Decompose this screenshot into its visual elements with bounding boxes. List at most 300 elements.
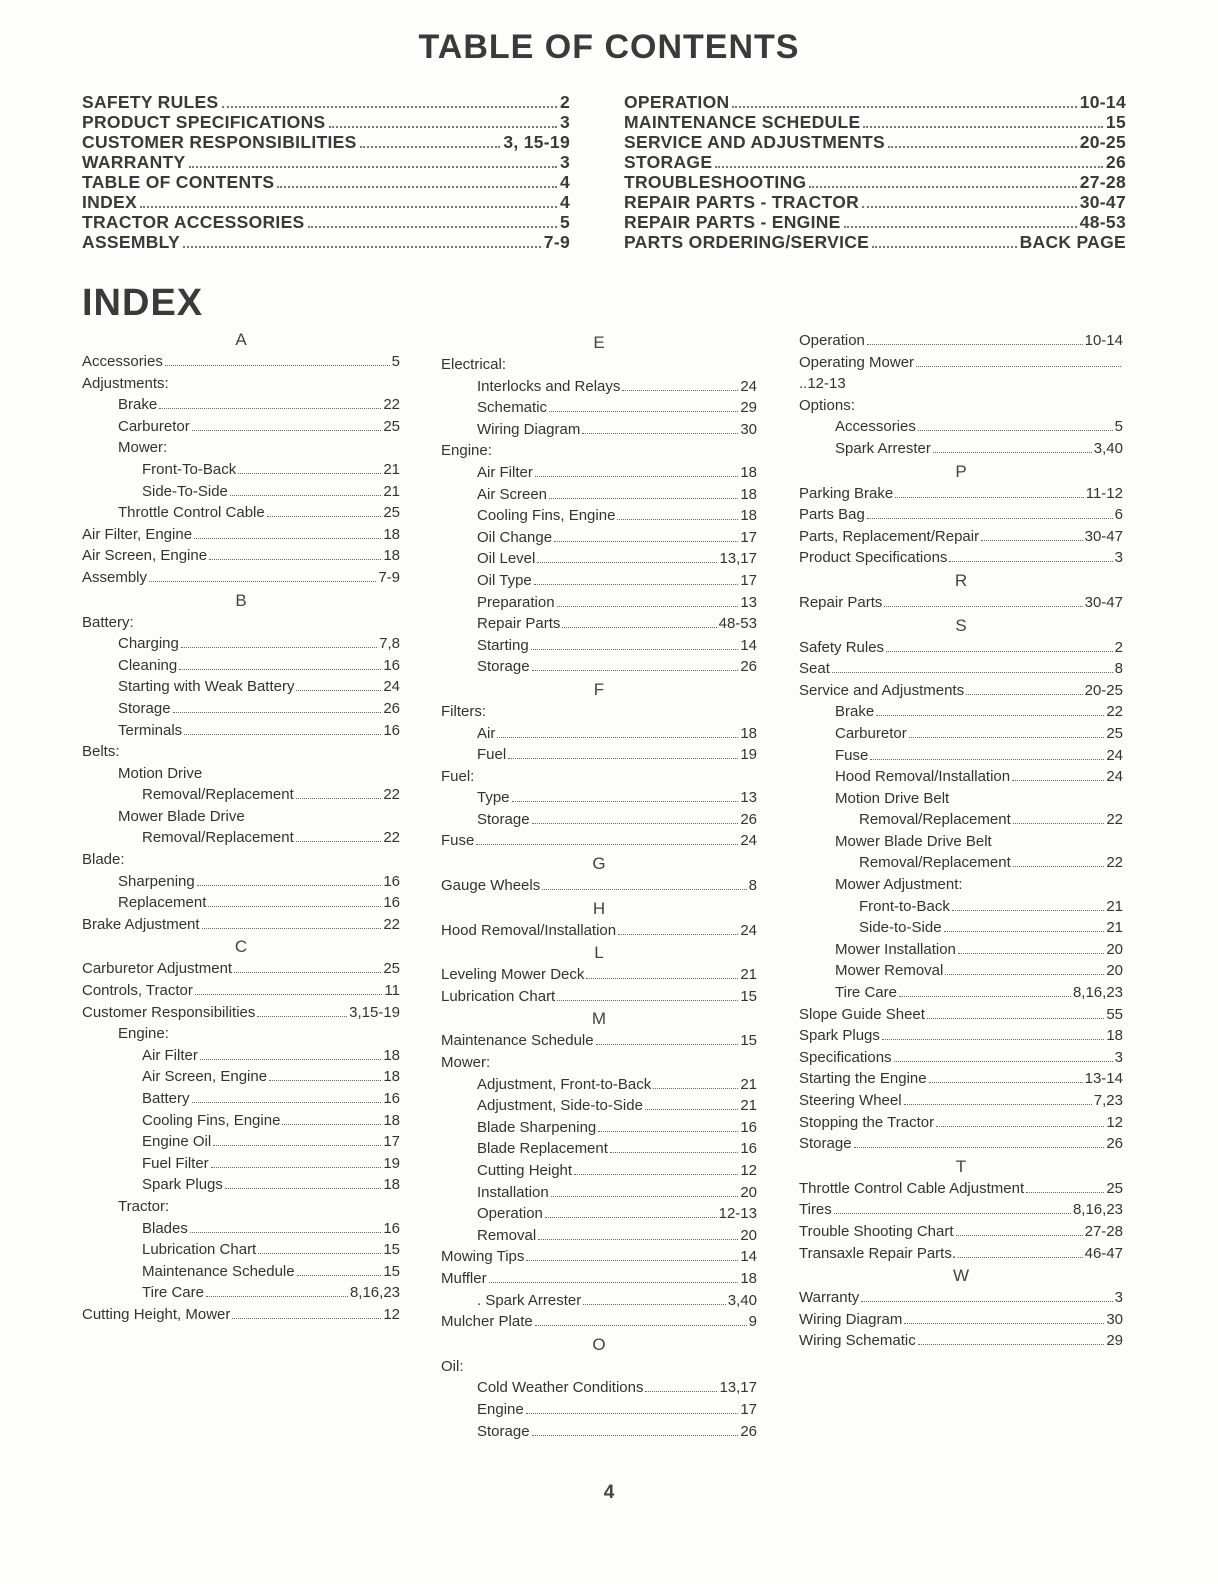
index-entry [799,809,1123,831]
dot-leader [532,1435,739,1436]
entry-page: 16 [383,656,400,674]
dot-leader [232,1318,381,1319]
dot-leader [863,126,1102,128]
entry-page: 13 [740,593,757,611]
dot-leader [545,1217,717,1218]
entry-label: Fuel: [441,767,475,785]
index-entry [441,656,757,678]
entry-label: Accessories [82,353,163,370]
entry-page: 20 [740,1226,757,1244]
index-entry [799,852,1123,874]
entry-page: 26 [740,1422,757,1440]
dot-leader [192,430,382,431]
index-entry [82,1066,400,1088]
entry-label: Starting the Engine [799,1070,927,1088]
index-entry [82,1088,400,1110]
index-entry [82,655,400,677]
entry-page: 30 [1106,1310,1123,1328]
entry-page: 7-9 [543,232,570,252]
entry-page: 20-25 [1084,681,1123,699]
dot-leader [222,106,557,108]
index-letter-heading: M [591,1009,607,1029]
entry-label: Terminals [118,721,183,739]
entry-label: INDEX [82,192,137,212]
entry-label: Safety Rules [799,638,885,656]
index-letter-heading: C [234,937,248,957]
dot-leader [195,994,383,995]
index-entry [82,806,400,828]
entry-page: 17 [740,1400,757,1418]
index-entry [799,330,1123,352]
dot-leader [165,365,390,366]
index-entry [799,1004,1123,1026]
entry-label: Replacement [118,894,207,912]
index-entry [799,1287,1123,1309]
entry-label: Throttle Control Cable [118,504,265,522]
entry-label: Fuel [477,746,507,764]
index-entry [441,787,757,809]
index-entry [799,766,1123,788]
entry-label: Mower Installation [835,940,956,958]
entry-page: 18 [740,507,757,525]
entry-label: STORAGE [624,152,713,172]
index-entry [799,960,1123,982]
entry-label: Seat [799,660,830,678]
entry-label: Engine: [118,1025,169,1043]
toc-entry [82,132,570,152]
entry-page: 26 [1106,1135,1123,1153]
entry-page: 18 [740,485,757,503]
entry-page: 16 [383,872,400,890]
entry-label: Tire Care [835,984,897,1002]
entry-page: 13 [740,789,757,807]
index-entry [82,1153,400,1175]
entry-label: Lubrication Chart [142,1241,257,1259]
dot-leader [197,885,382,886]
entry-label: Cutting Height, Mower [82,1305,231,1323]
index-entry [441,744,757,766]
dot-leader [929,1082,1083,1083]
entry-page: 12-13 [718,1205,757,1223]
entry-page: 21 [1106,897,1123,915]
index-letter-heading: T [955,1156,967,1176]
dot-leader [862,206,1077,208]
index-entry [799,526,1123,548]
entry-label: Cooling Fins, Engine [477,507,616,525]
entry-label: Options: [799,396,855,414]
index-entry [799,504,1123,526]
entry-label: Battery [142,1090,190,1107]
entry-label: Cutting Height [477,1162,573,1179]
entry-page: 18 [383,1068,400,1086]
entry-page: 14 [740,636,757,654]
dot-leader [554,541,738,542]
index-entry [441,875,757,897]
dot-leader [189,166,557,168]
index-entry [799,939,1123,961]
entry-page: 18 [740,463,757,481]
index-entry [441,440,757,462]
dot-leader [202,928,382,929]
entry-label: ASSEMBLY [82,232,181,252]
dot-leader [927,1018,1104,1019]
toc-entry [82,112,570,132]
dot-leader [476,844,738,845]
entry-page: 11 [384,982,400,1000]
entry-page: 21 [1106,919,1123,937]
entry-label: Side-to-Side [859,919,942,937]
entry-page: 22 [383,786,400,804]
dot-leader [952,910,1104,911]
entry-label: Mulcher Plate [441,1313,533,1331]
entry-label: Mower Blade Drive Belt [835,832,992,850]
entry-label: Tractor: [118,1197,170,1215]
entry-page: 9 [748,1313,757,1331]
entry-label: Steering Wheel [799,1092,902,1109]
entry-label: TROUBLESHOOTING [624,172,807,192]
index-entry [441,570,757,592]
index-entry [799,917,1123,939]
dot-leader [872,246,1016,248]
entry-page: 25 [383,417,400,435]
entry-page: 19 [740,746,757,764]
dot-leader [586,978,738,979]
entry-label: Engine: [441,442,492,460]
entry-label: Customer Responsibilities [82,1003,256,1021]
entry-label: Removal/Replacement [142,786,294,804]
index-letter-heading: R [954,570,968,590]
entry-page: 3, 15-19 [503,132,570,152]
entry-label: Air Filter [142,1046,198,1064]
dot-leader [532,823,739,824]
entry-label: Adjustment, Front-to-Back [477,1075,652,1093]
index-letter-heading: A [235,330,247,349]
entry-label: Air Screen, Engine [82,547,208,565]
dot-leader [574,1174,738,1175]
index-entry [441,1074,757,1096]
entry-page: 24 [740,921,757,939]
entry-page: 24 [740,832,757,850]
entry-page: 27-28 [1084,1222,1123,1240]
index-entry [82,373,400,395]
dot-leader [258,1253,381,1254]
entry-page: 4 [559,192,570,212]
entry-page: 17 [383,1133,400,1151]
index-entry [441,1138,757,1160]
entry-label: Air Screen [477,485,548,503]
dot-leader [981,540,1083,541]
dot-leader [916,366,1121,367]
entry-label: Starting with Weak Battery [118,678,295,696]
dot-leader [895,497,1084,498]
dot-leader [508,758,738,759]
dot-leader [267,516,382,517]
entry-page: 19 [383,1154,400,1172]
entry-label: Mower Removal [835,962,944,980]
entry-label: WARRANTY [82,152,186,172]
index-entry [799,1330,1123,1352]
dot-leader [909,737,1105,738]
index-entry [441,1225,757,1247]
dot-leader [582,433,738,434]
entry-label: Repair Parts [477,615,561,633]
index-entry [82,1239,400,1261]
entry-label: Type [477,789,510,807]
entry-page: 8,16,23 [349,1284,400,1302]
entry-label: Filters: [441,702,486,720]
entry-page: 21 [740,966,757,984]
index-entry [441,397,757,419]
index-entry [441,964,757,986]
index-entry [441,1160,757,1182]
index-letter-heading: F [593,679,605,699]
entry-page: 15 [1105,112,1126,132]
index-entry [82,524,400,546]
dot-leader [618,934,738,935]
entry-label: Controls, Tractor [82,982,193,1000]
index-entry [441,635,757,657]
dot-leader [562,627,716,628]
entry-page: 12 [383,1305,400,1323]
dot-leader [542,889,746,890]
entry-label: Stopping the Tractor [799,1113,935,1131]
dot-leader [190,1232,381,1233]
index-column-1 [82,328,400,1326]
dot-leader [886,651,1113,652]
index-entry [441,1290,757,1312]
entry-page: 3 [1114,1289,1123,1307]
entry-label: TRACTOR ACCESSORIES [82,212,305,232]
entry-label: Engine Oil [142,1133,212,1151]
entry-label: Mowing Tips [441,1248,525,1266]
index-entry [82,827,400,849]
index-entry [441,1268,757,1290]
dot-leader [532,670,739,671]
index-entry [82,980,400,1002]
dot-leader [159,408,381,409]
entry-page: 10-14 [1079,92,1126,112]
toc-entry [82,192,570,212]
index-entry [799,352,1123,374]
toc-entry [82,152,570,172]
entry-label: Blade Replacement [477,1140,608,1158]
index-entry [799,416,1123,438]
dot-leader [1026,1192,1104,1193]
entry-label: Blade Sharpening [477,1118,597,1136]
dot-leader [211,1167,382,1168]
entry-label: Parking Brake [799,484,894,502]
index-entry [799,1112,1123,1134]
entry-page: 25 [1106,724,1123,742]
index-entry [82,416,400,438]
entry-page: 18 [740,1269,757,1287]
index-entry [82,892,400,914]
entry-label: Carburetor [118,417,190,435]
toc-entry [624,192,1126,212]
entry-label: Removal/Replacement [859,811,1011,829]
entry-label: Preparation [477,593,555,611]
entry-page: 11-12 [1085,484,1123,502]
entry-label: ..12-13 [799,375,846,393]
toc-entry [624,152,1126,172]
entry-page: 48-53 [1079,212,1126,232]
index-entry [82,1282,400,1304]
toc-entry [624,172,1126,192]
dot-leader [184,734,381,735]
entry-page: 3,15-19 [349,1003,400,1021]
dot-leader [1013,823,1105,824]
index-entry [441,484,757,506]
entry-label: Hood Removal/Installation [441,921,617,939]
index-entry [799,874,1123,896]
entry-page: 18 [383,1046,400,1064]
entry-label: Adjustment, Side-to-Side [477,1097,643,1115]
entry-page: 16 [740,1118,757,1136]
dot-leader [933,452,1092,453]
entry-label: Service and Adjustments [799,681,965,699]
dot-leader [966,694,1083,695]
dot-leader [598,1131,738,1132]
entry-page: 13,17 [719,1379,757,1397]
entry-page: 15 [383,1262,400,1280]
entry-label: Trouble Shooting Chart [799,1222,954,1240]
index-entry [441,419,757,441]
entry-label: Air Screen, Engine [142,1068,268,1086]
index-entry [441,613,757,635]
index-entry [441,701,757,723]
entry-page: 3 [559,112,570,132]
entry-page: 25 [383,960,400,978]
dot-leader [200,1059,381,1060]
entry-page: 20 [1106,940,1123,958]
dot-leader [876,715,1104,716]
index-entry [441,920,757,942]
entry-page: 30-47 [1079,192,1126,212]
index-entry [799,1025,1123,1047]
dot-leader [949,561,1112,562]
toc-entry [82,232,570,252]
entry-label: Maintenance Schedule [441,1032,594,1050]
dot-leader [213,1145,381,1146]
entry-label: Air Filter [477,463,533,481]
entry-label: Side-To-Side [142,482,228,500]
index-entry [441,766,757,788]
dot-leader [489,1282,739,1283]
index-entry [441,505,757,527]
entry-label: Wiring Diagram [477,420,581,438]
index-entry [82,437,400,459]
entry-page: 7,23 [1093,1092,1123,1109]
index-letter-heading: P [955,461,967,481]
dot-leader [297,1275,382,1276]
dot-leader [269,1080,381,1081]
dot-leader [238,473,381,474]
dot-leader [844,226,1077,228]
entry-page: 22 [383,396,400,414]
entry-page: 18 [1106,1027,1123,1045]
dot-leader [526,1260,738,1261]
entry-page: 22 [1106,811,1123,829]
entry-label: Removal/Replacement [859,854,1011,872]
dot-leader [1012,780,1104,781]
index-entry [82,720,400,742]
index-entry [441,548,757,570]
index-entry [82,763,400,785]
entry-label: Sharpening [118,872,195,890]
dot-leader [918,430,1113,431]
entry-page: 15 [740,1032,757,1050]
entry-page: 2 [559,92,570,112]
dot-leader [296,798,382,799]
entry-page: 21 [383,460,400,478]
dot-leader [596,1044,739,1045]
index-letter-heading: G [592,854,606,874]
dot-leader [944,931,1105,932]
entry-page: 6 [1114,506,1123,524]
index-entry [799,745,1123,767]
entry-label: Oil Type [477,571,532,589]
dot-leader [308,226,557,228]
index-entry [82,502,400,524]
index-entry [82,481,400,503]
index-entry [82,394,400,416]
entry-label: Removal/Replacement [142,829,294,847]
dot-leader [551,1196,739,1197]
entry-page: 16 [383,894,400,912]
index-entry [441,354,757,376]
index-column-2 [441,331,757,1442]
entry-label: Blades [142,1219,188,1237]
entry-page: 5 [1114,418,1123,436]
entry-label: CUSTOMER RESPONSIBILITIES [82,132,357,152]
entry-label: OPERATION [624,92,730,112]
dot-leader [854,1147,1105,1148]
entry-label: Gauge Wheels [441,877,541,895]
entry-label: Engine [477,1400,524,1418]
dot-leader [512,801,739,802]
entry-label: Wiring Schematic [799,1332,916,1350]
index-entry [441,1052,757,1074]
index-entry [82,351,400,373]
dot-leader [956,1235,1083,1236]
toc-entry [624,112,1126,132]
index-entry [82,1218,400,1240]
dot-leader [296,841,382,842]
dot-leader [534,584,739,585]
entry-page: 29 [740,399,757,417]
entry-page: 4 [559,172,570,192]
dot-leader [610,1152,738,1153]
entry-page: 48-53 [718,615,757,633]
entry-page: 20 [1106,962,1123,980]
dot-leader [181,647,377,648]
dot-leader [834,1213,1071,1214]
entry-page: 22 [383,829,400,847]
dot-leader [140,206,557,208]
entry-label: Carburetor Adjustment [82,960,233,978]
entry-label: Mower: [441,1054,491,1072]
dot-leader [549,498,738,499]
index-entry [441,1095,757,1117]
entry-label: Maintenance Schedule [142,1262,295,1280]
dot-leader [809,186,1076,188]
entry-label: PARTS ORDERING/SERVICE [624,232,870,252]
entry-page: 16 [740,1140,757,1158]
entry-label: Interlocks and Relays [477,377,621,395]
entry-label: MAINTENANCE SCHEDULE [624,112,861,132]
entry-page: 26 [1105,152,1126,172]
index-entry [82,784,400,806]
